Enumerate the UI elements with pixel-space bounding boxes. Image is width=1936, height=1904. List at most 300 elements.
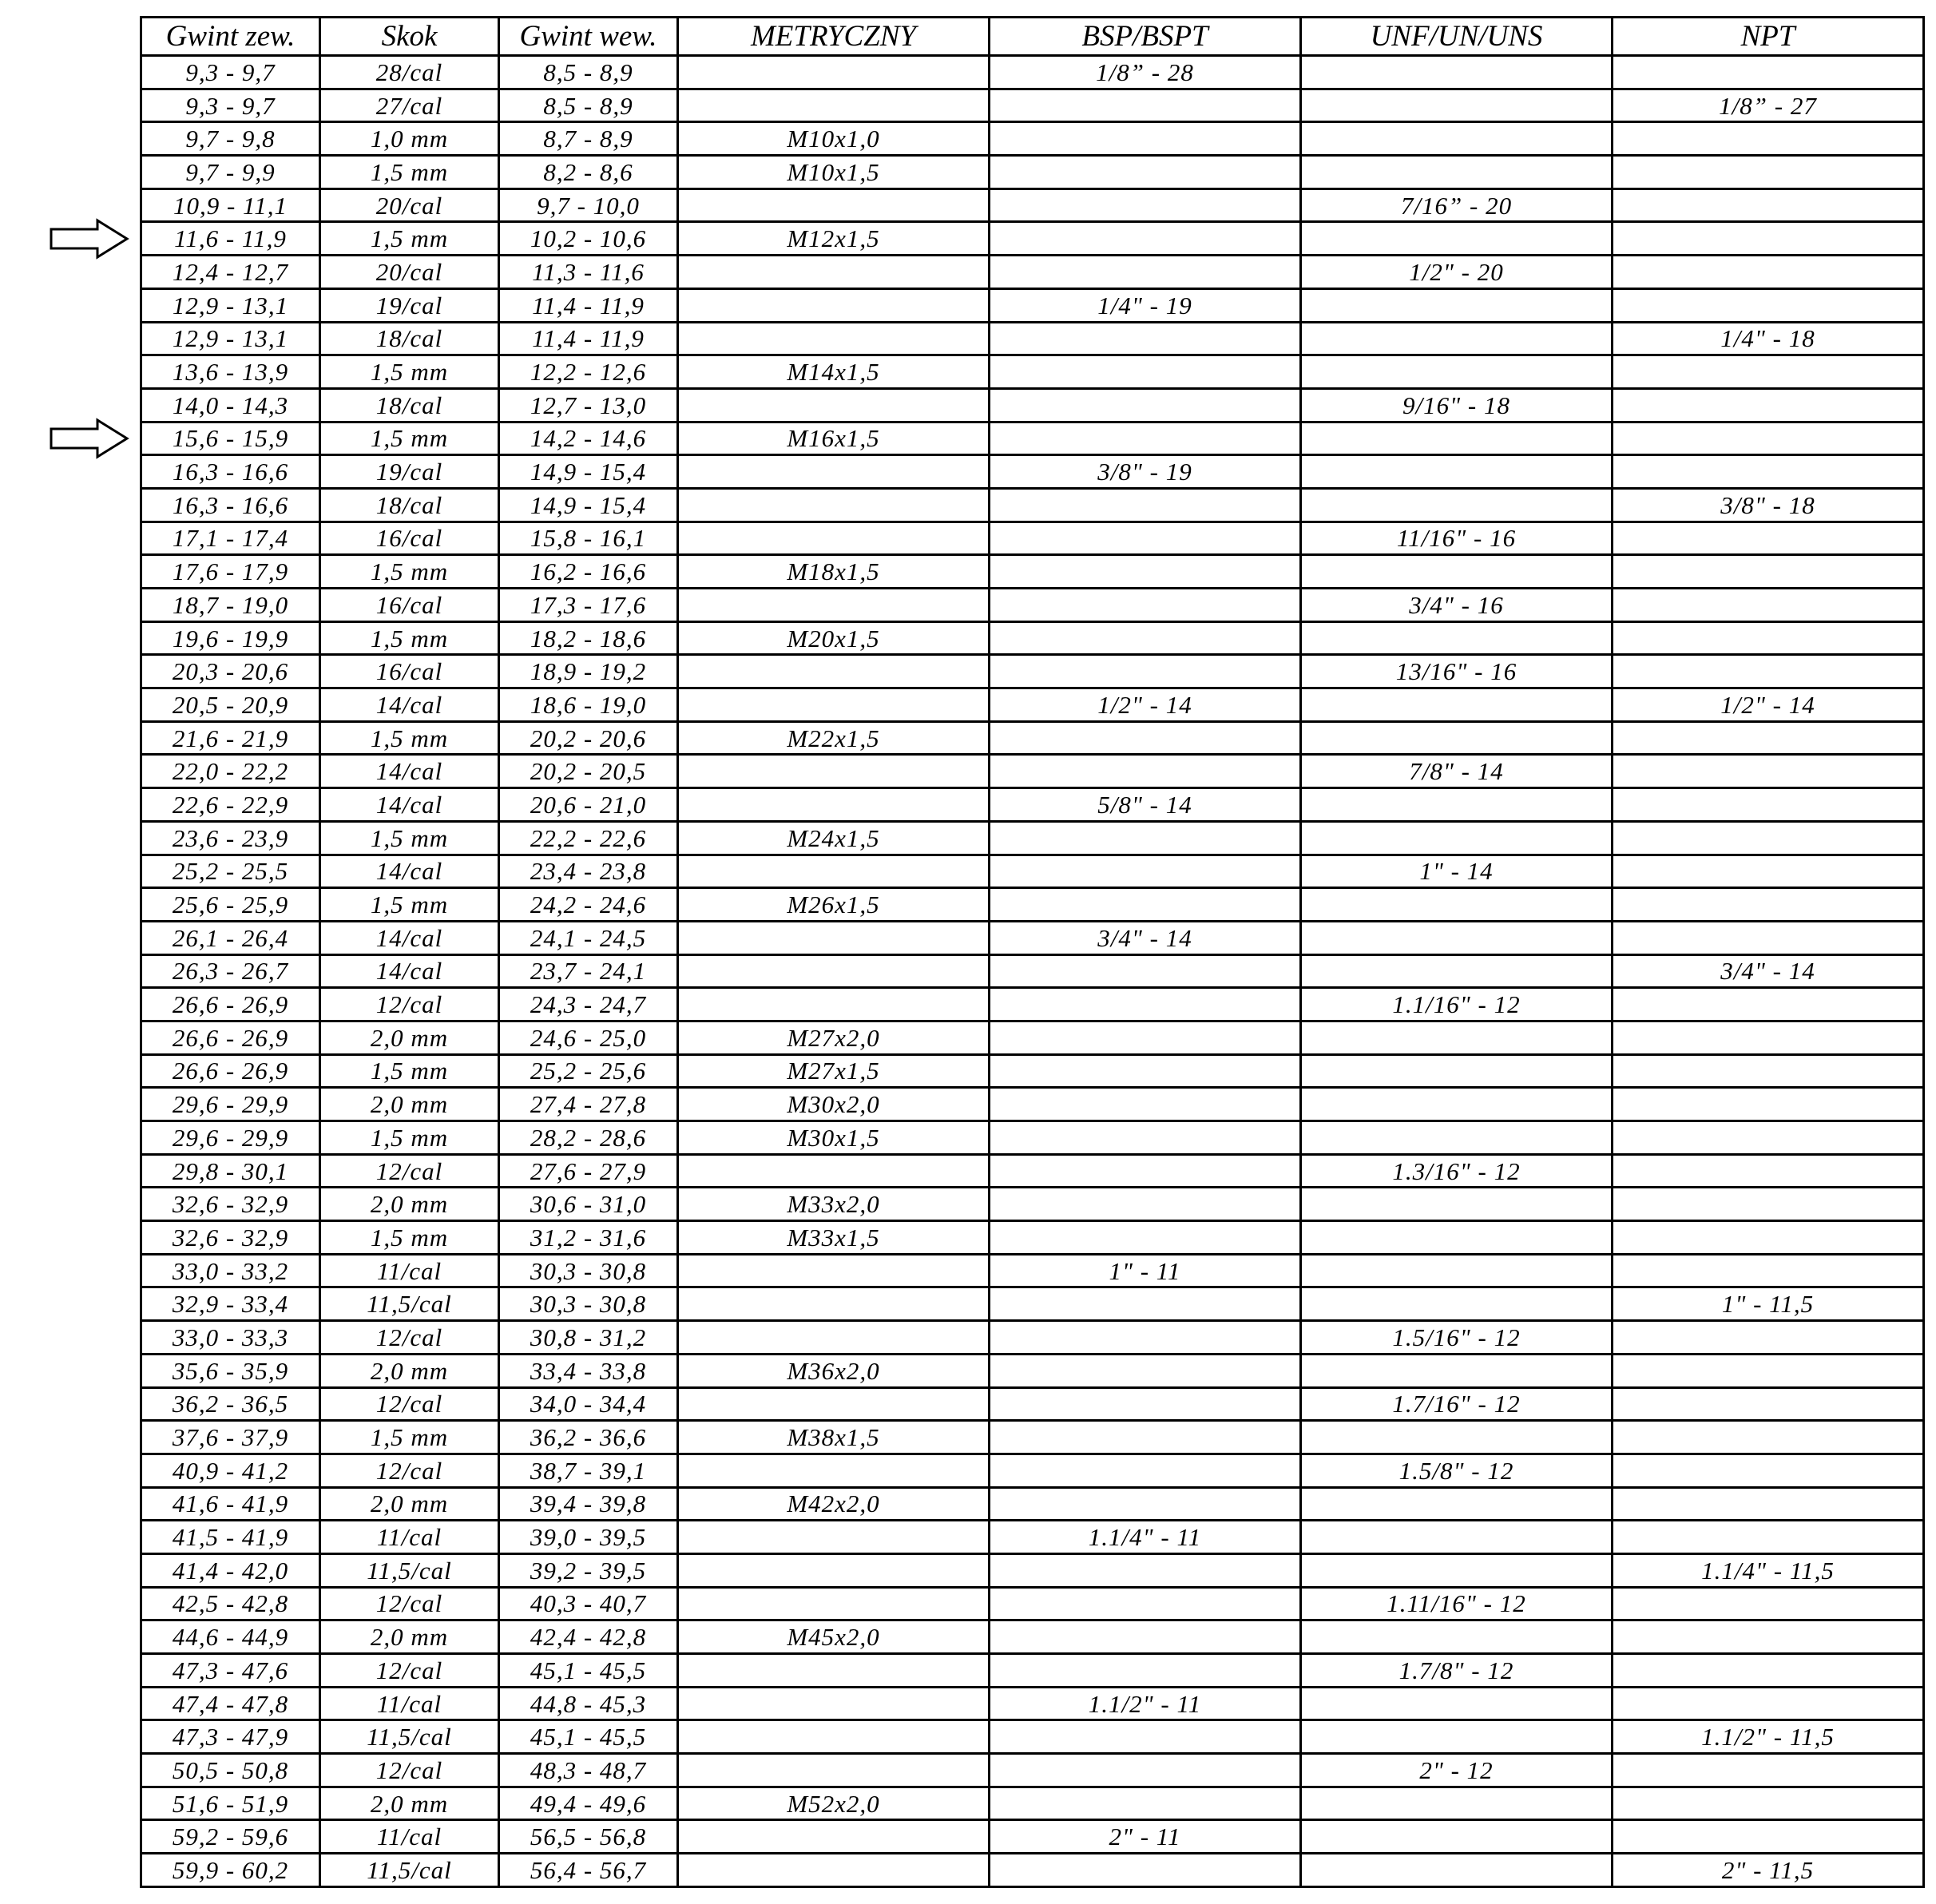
cell-unf: 1.5/16" - 12 [1301,1321,1613,1355]
cell-pitch: 28/cal [320,56,499,89]
cell-metric [678,256,990,289]
cell-internal-thread: 24,2 - 24,6 [499,888,678,922]
cell-npt [1613,1321,1924,1355]
cell-internal-thread: 8,2 - 8,6 [499,156,678,189]
table-row [141,89,1924,122]
cell-internal-thread: 49,4 - 49,6 [499,1787,678,1820]
cell-npt [1613,122,1924,156]
cell-bsp [990,821,1301,855]
table-row [141,322,1924,355]
cell-npt: 1/2" - 14 [1613,688,1924,722]
cell-external-thread: 22,0 - 22,2 [141,755,320,788]
header-external-thread: Gwint zew. [141,18,320,56]
cell-external-thread: 50,5 - 50,8 [141,1754,320,1787]
cell-bsp [990,1587,1301,1620]
table-row [141,821,1924,855]
cell-bsp [990,1787,1301,1820]
cell-npt [1613,1521,1924,1554]
cell-internal-thread: 14,2 - 14,6 [499,422,678,455]
cell-npt [1613,1820,1924,1854]
table-row [141,1820,1924,1854]
cell-internal-thread: 24,3 - 24,7 [499,988,678,1021]
cell-metric: M14x1,5 [678,355,990,389]
cell-external-thread: 25,6 - 25,9 [141,888,320,922]
cell-unf [1301,555,1613,589]
cell-bsp [990,1654,1301,1688]
cell-pitch: 12/cal [320,988,499,1021]
cell-metric: M42x2,0 [678,1487,990,1521]
cell-npt [1613,522,1924,555]
cell-external-thread: 59,2 - 59,6 [141,1820,320,1854]
cell-bsp [990,1487,1301,1521]
cell-metric: M10x1,0 [678,122,990,156]
cell-bsp [990,655,1301,688]
cell-unf: 9/16" - 18 [1301,388,1613,422]
cell-pitch: 20/cal [320,256,499,289]
cell-internal-thread: 38,7 - 39,1 [499,1454,678,1487]
cell-external-thread: 9,7 - 9,8 [141,122,320,156]
cell-internal-thread: 20,2 - 20,6 [499,721,678,755]
cell-unf [1301,1854,1613,1887]
cell-npt [1613,1054,1924,1088]
cell-metric [678,988,990,1021]
cell-internal-thread: 8,5 - 8,9 [499,89,678,122]
cell-internal-thread: 33,4 - 33,8 [499,1354,678,1387]
cell-pitch: 1,5 mm [320,422,499,455]
cell-unf [1301,1287,1613,1321]
cell-metric [678,954,990,988]
cell-bsp [990,1421,1301,1454]
cell-metric [678,1553,990,1587]
cell-npt [1613,555,1924,589]
cell-metric [678,522,990,555]
cell-internal-thread: 9,7 - 10,0 [499,188,678,222]
cell-bsp [990,522,1301,555]
cell-bsp: 3/8" - 19 [990,455,1301,489]
table-row [141,388,1924,422]
cell-pitch: 12/cal [320,1654,499,1688]
cell-metric [678,1454,990,1487]
header-internal-thread: Gwint wew. [499,18,678,56]
cell-bsp [990,156,1301,189]
cell-pitch: 11,5/cal [320,1553,499,1587]
cell-external-thread: 32,9 - 33,4 [141,1287,320,1321]
cell-npt [1613,1687,1924,1720]
cell-pitch: 12/cal [320,1387,499,1421]
cell-pitch: 1,5 mm [320,1221,499,1255]
cell-npt [1613,388,1924,422]
cell-unf [1301,222,1613,256]
cell-bsp [990,954,1301,988]
cell-npt [1613,721,1924,755]
cell-unf: 1.7/16" - 12 [1301,1387,1613,1421]
cell-bsp [990,388,1301,422]
header-row [141,18,1924,56]
cell-bsp [990,1387,1301,1421]
cell-pitch: 1,5 mm [320,355,499,389]
cell-npt [1613,1021,1924,1054]
cell-internal-thread: 39,0 - 39,5 [499,1521,678,1554]
cell-bsp [990,1221,1301,1255]
cell-unf [1301,1787,1613,1820]
cell-unf [1301,788,1613,822]
cell-npt [1613,355,1924,389]
cell-metric [678,188,990,222]
cell-pitch: 14/cal [320,755,499,788]
table-row [141,1321,1924,1355]
table-row [141,755,1924,788]
cell-npt [1613,1454,1924,1487]
cell-internal-thread: 18,2 - 18,6 [499,621,678,655]
cell-metric [678,1587,990,1620]
cell-external-thread: 16,3 - 16,6 [141,455,320,489]
cell-internal-thread: 8,5 - 8,9 [499,56,678,89]
cell-metric [678,688,990,722]
table-row [141,122,1924,156]
cell-metric [678,455,990,489]
table-row [141,1687,1924,1720]
cell-metric: M26x1,5 [678,888,990,922]
cell-internal-thread: 8,7 - 8,9 [499,122,678,156]
cell-npt [1613,1421,1924,1454]
cell-bsp [990,555,1301,589]
cell-npt [1613,156,1924,189]
cell-unf [1301,1521,1613,1554]
cell-external-thread: 12,9 - 13,1 [141,288,320,322]
cell-bsp: 3/4" - 14 [990,921,1301,954]
cell-npt: 1/4" - 18 [1613,322,1924,355]
cell-internal-thread: 56,4 - 56,7 [499,1854,678,1887]
cell-pitch: 14/cal [320,855,499,888]
cell-internal-thread: 27,6 - 27,9 [499,1154,678,1188]
cell-pitch: 12/cal [320,1154,499,1188]
table-row [141,1720,1924,1754]
cell-external-thread: 17,1 - 17,4 [141,522,320,555]
cell-unf [1301,488,1613,522]
cell-npt [1613,1620,1924,1654]
table-row [141,1754,1924,1787]
cell-unf [1301,721,1613,755]
cell-external-thread: 47,3 - 47,9 [141,1720,320,1754]
cell-bsp: 1" - 11 [990,1254,1301,1287]
cell-bsp [990,355,1301,389]
table-row [141,1254,1924,1287]
cell-npt: 1/8” - 27 [1613,89,1924,122]
cell-bsp [990,1354,1301,1387]
cell-unf [1301,621,1613,655]
cell-npt [1613,422,1924,455]
cell-unf [1301,455,1613,489]
cell-unf [1301,688,1613,722]
cell-internal-thread: 18,9 - 19,2 [499,655,678,688]
cell-bsp [990,1854,1301,1887]
header-bsp: BSP/BSPT [990,18,1301,56]
cell-internal-thread: 30,8 - 31,2 [499,1321,678,1355]
cell-external-thread: 10,9 - 11,1 [141,188,320,222]
table-row [141,1553,1924,1587]
cell-metric [678,1287,990,1321]
cell-pitch: 27/cal [320,89,499,122]
cell-bsp [990,1154,1301,1188]
cell-pitch: 16/cal [320,655,499,688]
cell-external-thread: 9,3 - 9,7 [141,56,320,89]
cell-pitch: 1,5 mm [320,1421,499,1454]
cell-npt [1613,1121,1924,1155]
cell-npt [1613,1754,1924,1787]
cell-npt: 1.1/2" - 11,5 [1613,1720,1924,1754]
cell-bsp [990,222,1301,256]
cell-internal-thread: 22,2 - 22,6 [499,821,678,855]
cell-unf: 2" - 12 [1301,1754,1613,1787]
cell-bsp [990,122,1301,156]
cell-unf [1301,1354,1613,1387]
cell-internal-thread: 20,6 - 21,0 [499,788,678,822]
cell-bsp [990,188,1301,222]
table-row [141,1054,1924,1088]
cell-npt [1613,921,1924,954]
cell-unf [1301,122,1613,156]
table-row [141,522,1924,555]
cell-external-thread: 16,3 - 16,6 [141,488,320,522]
cell-internal-thread: 12,2 - 12,6 [499,355,678,389]
cell-external-thread: 42,5 - 42,8 [141,1587,320,1620]
table-row [141,1221,1924,1255]
table-body [141,56,1924,1887]
cell-external-thread: 23,6 - 23,9 [141,821,320,855]
cell-bsp: 5/8" - 14 [990,788,1301,822]
cell-pitch: 12/cal [320,1754,499,1787]
cell-internal-thread: 11,4 - 11,9 [499,322,678,355]
cell-external-thread: 41,6 - 41,9 [141,1487,320,1521]
cell-unf [1301,322,1613,355]
cell-bsp [990,1754,1301,1787]
cell-npt [1613,788,1924,822]
table-row [141,1487,1924,1521]
cell-external-thread: 13,6 - 13,9 [141,355,320,389]
table-row [141,1287,1924,1321]
cell-external-thread: 15,6 - 15,9 [141,422,320,455]
table-row [141,1620,1924,1654]
cell-unf: 7/16” - 20 [1301,188,1613,222]
table-row [141,888,1924,922]
cell-pitch: 1,5 mm [320,721,499,755]
cell-internal-thread: 15,8 - 16,1 [499,522,678,555]
cell-external-thread: 44,6 - 44,9 [141,1620,320,1654]
table-row [141,655,1924,688]
cell-pitch: 18/cal [320,388,499,422]
cell-bsp [990,1553,1301,1587]
header-unf: UNF/UN/UNS [1301,18,1613,56]
cell-npt [1613,256,1924,289]
cell-npt [1613,1254,1924,1287]
cell-unf [1301,156,1613,189]
cell-internal-thread: 14,9 - 15,4 [499,455,678,489]
cell-bsp [990,256,1301,289]
cell-pitch: 11,5/cal [320,1854,499,1887]
cell-bsp [990,89,1301,122]
cell-internal-thread: 24,1 - 24,5 [499,921,678,954]
cell-metric [678,655,990,688]
table-row [141,954,1924,988]
cell-metric [678,1820,990,1854]
cell-external-thread: 37,6 - 37,9 [141,1421,320,1454]
table-row [141,1454,1924,1487]
cell-unf [1301,1254,1613,1287]
cell-npt: 2" - 11,5 [1613,1854,1924,1887]
cell-pitch: 1,5 mm [320,621,499,655]
header-npt: NPT [1613,18,1924,56]
cell-unf [1301,1188,1613,1221]
cell-unf [1301,1720,1613,1754]
cell-external-thread: 12,9 - 13,1 [141,322,320,355]
cell-npt [1613,988,1924,1021]
cell-pitch: 11/cal [320,1521,499,1554]
cell-pitch: 2,0 mm [320,1021,499,1054]
cell-unf: 1.3/16" - 12 [1301,1154,1613,1188]
cell-npt: 3/8" - 18 [1613,488,1924,522]
cell-metric [678,788,990,822]
cell-internal-thread: 45,1 - 45,5 [499,1720,678,1754]
cell-bsp [990,488,1301,522]
cell-pitch: 16/cal [320,522,499,555]
cell-unf: 7/8" - 14 [1301,755,1613,788]
cell-npt [1613,821,1924,855]
cell-pitch: 1,5 mm [320,821,499,855]
cell-external-thread: 47,3 - 47,6 [141,1654,320,1688]
cell-internal-thread: 42,4 - 42,8 [499,1620,678,1654]
table-row [141,721,1924,755]
cell-unf: 1.7/8" - 12 [1301,1654,1613,1688]
cell-unf [1301,1021,1613,1054]
table-row [141,355,1924,389]
table-row [141,589,1924,622]
cell-metric [678,1854,990,1887]
cell-external-thread: 51,6 - 51,9 [141,1787,320,1820]
cell-internal-thread: 34,0 - 34,4 [499,1387,678,1421]
cell-metric [678,855,990,888]
cell-metric: M20x1,5 [678,621,990,655]
right-arrow-outline-icon [50,418,129,459]
cell-npt [1613,1387,1924,1421]
cell-unf [1301,1687,1613,1720]
cell-external-thread: 35,6 - 35,9 [141,1354,320,1387]
cell-metric: M33x1,5 [678,1221,990,1255]
cell-npt [1613,1088,1924,1121]
cell-unf [1301,56,1613,89]
cell-unf [1301,1221,1613,1255]
table-row [141,256,1924,289]
cell-bsp [990,1321,1301,1355]
cell-unf [1301,1553,1613,1587]
cell-internal-thread: 24,6 - 25,0 [499,1021,678,1054]
cell-external-thread: 40,9 - 41,2 [141,1454,320,1487]
cell-unf [1301,1487,1613,1521]
cell-npt [1613,621,1924,655]
table-row [141,1354,1924,1387]
cell-unf [1301,1088,1613,1121]
table-row [141,1387,1924,1421]
cell-metric: M27x2,0 [678,1021,990,1054]
cell-bsp [990,855,1301,888]
cell-bsp [990,888,1301,922]
table-row [141,1787,1924,1820]
cell-metric: M18x1,5 [678,555,990,589]
cell-metric [678,1521,990,1554]
cell-npt [1613,855,1924,888]
cell-bsp: 1/8” - 28 [990,56,1301,89]
cell-internal-thread: 30,6 - 31,0 [499,1188,678,1221]
cell-external-thread: 29,8 - 30,1 [141,1154,320,1188]
cell-metric [678,1254,990,1287]
cell-npt [1613,655,1924,688]
cell-internal-thread: 16,2 - 16,6 [499,555,678,589]
cell-pitch: 2,0 mm [320,1354,499,1387]
cell-bsp [990,1021,1301,1054]
cell-external-thread: 20,3 - 20,6 [141,655,320,688]
cell-npt [1613,755,1924,788]
cell-internal-thread: 40,3 - 40,7 [499,1587,678,1620]
cell-metric [678,388,990,422]
cell-bsp [990,1088,1301,1121]
cell-external-thread: 41,4 - 42,0 [141,1553,320,1587]
cell-bsp [990,1454,1301,1487]
cell-metric: M33x2,0 [678,1188,990,1221]
cell-pitch: 14/cal [320,921,499,954]
cell-bsp [990,755,1301,788]
cell-metric [678,89,990,122]
cell-pitch: 14/cal [320,954,499,988]
table-row [141,921,1924,954]
cell-external-thread: 18,7 - 19,0 [141,589,320,622]
cell-npt [1613,455,1924,489]
cell-internal-thread: 23,4 - 23,8 [499,855,678,888]
cell-metric: M30x1,5 [678,1121,990,1155]
cell-metric [678,288,990,322]
cell-pitch: 1,5 mm [320,555,499,589]
cell-unf [1301,89,1613,122]
cell-external-thread: 33,0 - 33,3 [141,1321,320,1355]
cell-internal-thread: 28,2 - 28,6 [499,1121,678,1155]
table-row [141,56,1924,89]
cell-external-thread: 33,0 - 33,2 [141,1254,320,1287]
cell-pitch: 11,5/cal [320,1287,499,1321]
cell-pitch: 12/cal [320,1454,499,1487]
cell-internal-thread: 31,2 - 31,6 [499,1221,678,1255]
cell-metric [678,56,990,89]
table-row [141,288,1924,322]
cell-external-thread: 19,6 - 19,9 [141,621,320,655]
cell-metric [678,1687,990,1720]
cell-pitch: 2,0 mm [320,1787,499,1820]
cell-external-thread: 26,6 - 26,9 [141,1054,320,1088]
cell-npt [1613,1354,1924,1387]
cell-metric [678,1754,990,1787]
cell-bsp [990,322,1301,355]
right-arrow-outline-icon [50,218,129,260]
cell-unf [1301,422,1613,455]
cell-bsp [990,1720,1301,1754]
cell-npt [1613,1654,1924,1688]
cell-bsp [990,621,1301,655]
cell-metric: M16x1,5 [678,422,990,455]
cell-internal-thread: 30,3 - 30,8 [499,1254,678,1287]
cell-pitch: 1,0 mm [320,122,499,156]
cell-pitch: 12/cal [320,1587,499,1620]
cell-metric [678,322,990,355]
cell-external-thread: 9,3 - 9,7 [141,89,320,122]
cell-metric [678,1654,990,1688]
cell-internal-thread: 25,2 - 25,6 [499,1054,678,1088]
